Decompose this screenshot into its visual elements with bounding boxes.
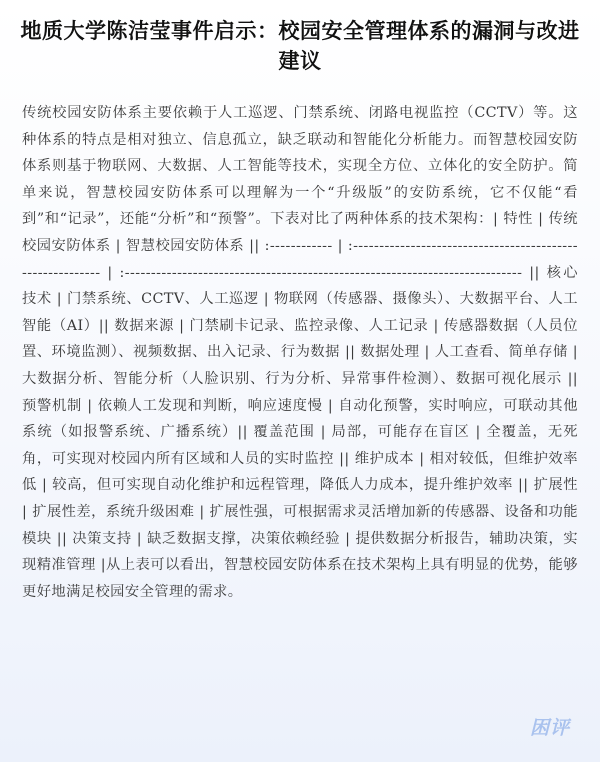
watermark-logo-text: 困评 (529, 716, 570, 739)
watermark-logo (520, 712, 580, 740)
article-body: 传统校园安防体系主要依赖于人工巡逻、门禁系统、闭路电视监控（CCTV）等。这种体系的特点是相对独立、信息孤立，缺乏联动和智能化分析能力。而智慧校园安防体系则基于物联网、大数据、人工智能等技术，实现全方位、立体化的安全防护。简单来说，智慧校园安防体系可以理解为一个“升级版”的安防系统，它不仅能“看到”和“记录”，还能“分析”和“预警”。下表对比了两种体系的技术架构：| 特性 | 传统校园安防体系 | 智慧校园安防体系 || :------------ | :---------------------------------------------------------- | :---------------------------------------------------------------------------- || 核心技术 | 门禁系统、CCTV、人工巡逻 | 物联网（传感器、摄像头）、大数据平台、人工智能（AI）|| 数据来源 | 门禁刷卡记录、监控录像、人工记录 | 传感器数据（人员位置、环境监测）、视频数据、出入记录、行为数据 || 数据处理 | 人工查看、简单存储 | 大数据分析、智能分析（人脸识别、行为分析、异常事件检测）、数据可视化展示 || 预警机制 | 依赖人工发现和判断，响应速度慢 | 自动化预警，实时响应，可联动其他系统（如报警系统、广播系统）|| 覆盖范围 | 局部，可能存在盲区 | 全覆盖，无死角，可实现对校园内所有区域和人员的实时监控 || 维护成本 | 相对较低，但维护效率低 | 较高，但可实现自动化维护和远程管理，降低人力成本，提升维护效率 || 扩展性 | 扩展性差，系统升级困难 | 扩展性强，可根据需求灵活增加新的传感器、设备和功能模块 || 决策支持 | 缺乏数据支撑，决策依赖经验 | 提供数据分析报告，辅助决策，实现精准管理 |从上表可以看出，智慧校园安防体系在技术架构上具有明显的优势，能够更好地满足校园安全管理的需求。 (22, 105, 578, 600)
page-title: 地质大学陈洁莹事件启示：校园安全管理体系的漏洞与改进建议 (20, 19, 580, 73)
